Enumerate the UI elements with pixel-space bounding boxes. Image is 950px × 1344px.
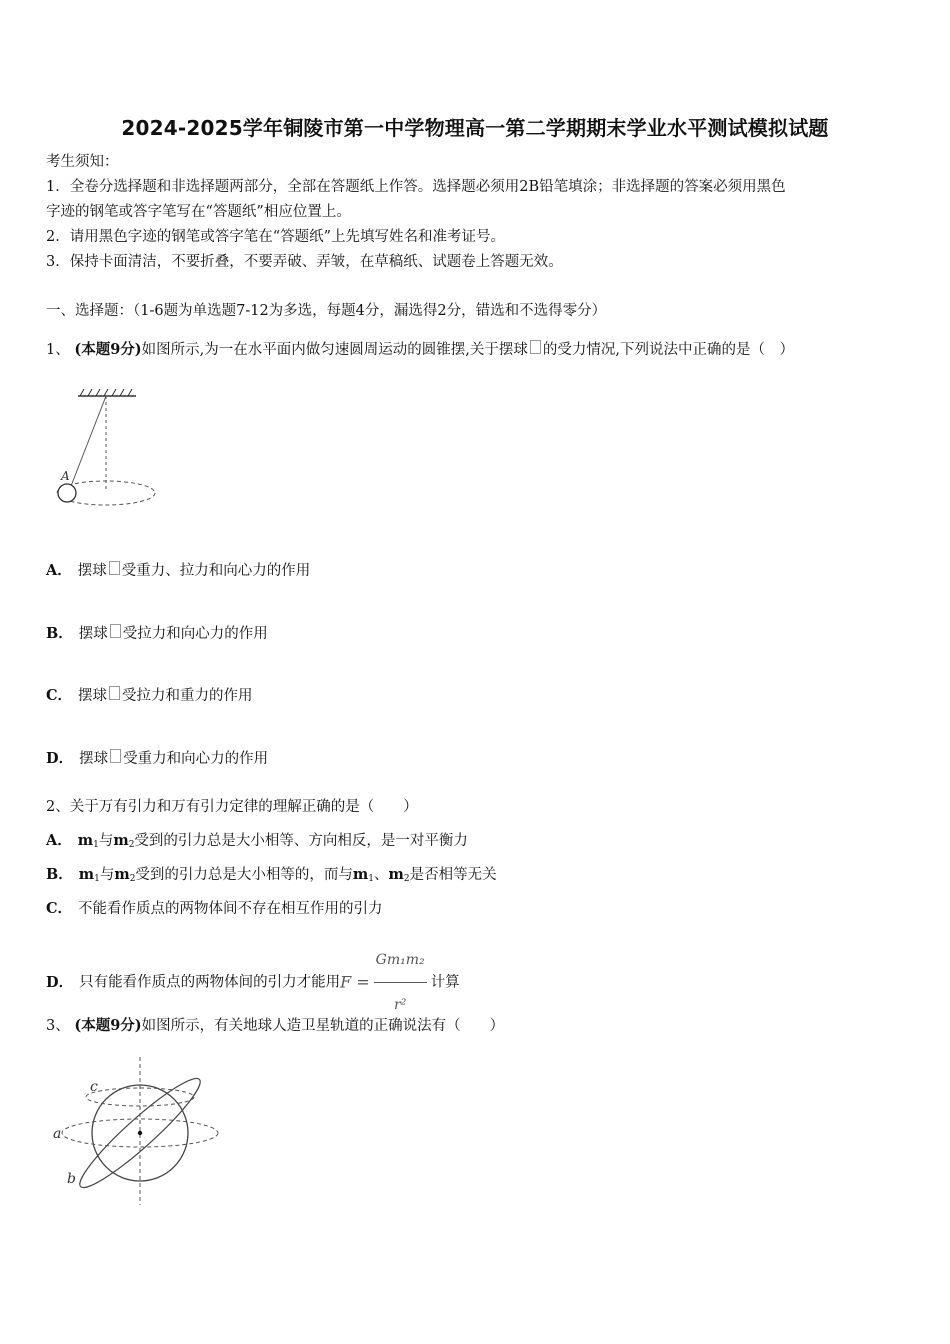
option-text: 计算 (430, 974, 460, 991)
mass-symbol: m (352, 866, 369, 883)
option-a[interactable] (46, 561, 310, 581)
formula-denominator: r² (394, 997, 407, 1013)
mass-symbol: m (77, 832, 94, 849)
orbit-label-a: a (53, 1126, 62, 1142)
subscript: 1 (93, 840, 99, 850)
option-text: 受重力和向心力的作用 (123, 751, 269, 767)
orbit-label-b: b (67, 1171, 76, 1187)
formula-lhs: F = (340, 972, 370, 992)
option-d[interactable] (46, 749, 268, 769)
option-text: 受到的引力总是大小相等的，而与 (135, 867, 353, 883)
notice-item-3: 3．保持卡面清洁，不要折叠，不要弄破、弄皱，在草稿纸、试题卷上答题无效。 (46, 254, 563, 270)
option-text: 与 (98, 833, 114, 849)
missing-glyph-icon (109, 686, 120, 700)
option-b[interactable] (46, 865, 497, 889)
option-text: 摆球 (77, 563, 107, 579)
option-letter: A． (46, 562, 72, 579)
question-2-stem: 2、关于万有引力和万有引力定律的理解正确的是（ ） (46, 799, 418, 815)
question-number: 1、 (46, 342, 70, 358)
notice-item-1-cont: 字迹的钢笔或答字笔写在“答题纸”相应位置上。 (46, 204, 351, 220)
satellite-orbits-figure (48, 1055, 228, 1207)
option-text: 不能看作质点的两物体间不存在相互作用的引力 (78, 901, 383, 917)
option-letter: D． (46, 750, 74, 767)
option-letter: B． (46, 866, 73, 883)
page-title: 2024-2025学年铜陵市第一中学物理高一第二学期期末学业水平测试模拟试题 (121, 116, 829, 140)
missing-glyph-icon (109, 561, 120, 575)
missing-glyph-icon (110, 624, 121, 638)
gravitation-formula (374, 938, 427, 1027)
section-heading: 一、选择题：（1-6题为单选题7-12为多选，每题4分，漏选得2分，错选和不选得零分） (46, 303, 607, 319)
option-text: 受到的引力总是大小相等、方向相反，是一对平衡力 (134, 833, 468, 849)
option-letter: C． (46, 687, 73, 704)
ball-label: A (61, 469, 70, 483)
option-text: 受重力、拉力和向心力的作用 (121, 563, 311, 579)
notice-item-2: 2．请用黑色字迹的钢笔或答字笔在“答题纸”上先填写姓名和准考证号。 (46, 229, 506, 245)
option-letter: D． (46, 973, 74, 991)
mass-symbol: m (78, 866, 95, 883)
question-text: 的受力情况,下列说法中正确的是（ ） (542, 342, 794, 358)
mass-symbol: m (388, 866, 404, 883)
question-3-stem (46, 1016, 504, 1036)
subscript: 1 (368, 874, 374, 884)
formula-numerator: Gm₁m₂ (374, 938, 427, 983)
subscript: 1 (94, 874, 100, 884)
missing-glyph-icon (110, 749, 121, 763)
option-text: 受拉力和向心力的作用 (122, 626, 268, 642)
option-c[interactable] (46, 899, 383, 919)
question-text: 如图所示，有关地球人造卫星轨道的正确说法有（ ） (141, 1018, 505, 1034)
option-text: 与 (99, 867, 115, 883)
subscript: 2 (403, 874, 410, 884)
option-b[interactable] (46, 624, 268, 644)
question-score: (本题9分) (74, 341, 142, 358)
option-text: 摆球 (78, 626, 108, 642)
option-letter: A． (46, 832, 72, 849)
question-text: 如图所示,为一在水平面内做匀速圆周运动的圆锥摆,关于摆球 (141, 342, 528, 358)
mass-symbol: m (113, 832, 129, 849)
option-letter: B． (46, 625, 73, 642)
question-1-stem (46, 340, 794, 360)
question-number: 3、 (46, 1018, 70, 1034)
option-letter: C． (46, 900, 73, 917)
conical-pendulum-figure (50, 388, 170, 513)
notice-item-1: 1．全卷分选择题和非选择题两部分，全部在答题纸上作答。选择题必须用2B铅笔填涂；非选择题的答案必须用黑色 (46, 179, 786, 195)
orbit-label-c: c (90, 1079, 98, 1095)
option-d[interactable] (46, 938, 460, 1027)
option-text: 摆球 (79, 751, 109, 767)
option-text: 是否相等无关 (409, 867, 497, 883)
option-c[interactable] (46, 686, 253, 706)
mass-symbol: m (114, 866, 130, 883)
question-score: (本题9分) (74, 1017, 142, 1034)
option-text: 只有能看作质点的两物体间的引力才能用 (79, 974, 341, 991)
option-a[interactable] (46, 831, 468, 855)
subscript: 2 (129, 874, 136, 884)
subscript: 2 (128, 840, 135, 850)
option-text: 摆球 (78, 688, 108, 704)
notice-heading: 考生须知： (46, 154, 119, 170)
option-text: 受拉力和重力的作用 (122, 688, 253, 704)
option-text: 、 (374, 867, 389, 883)
missing-glyph-icon (530, 340, 541, 354)
